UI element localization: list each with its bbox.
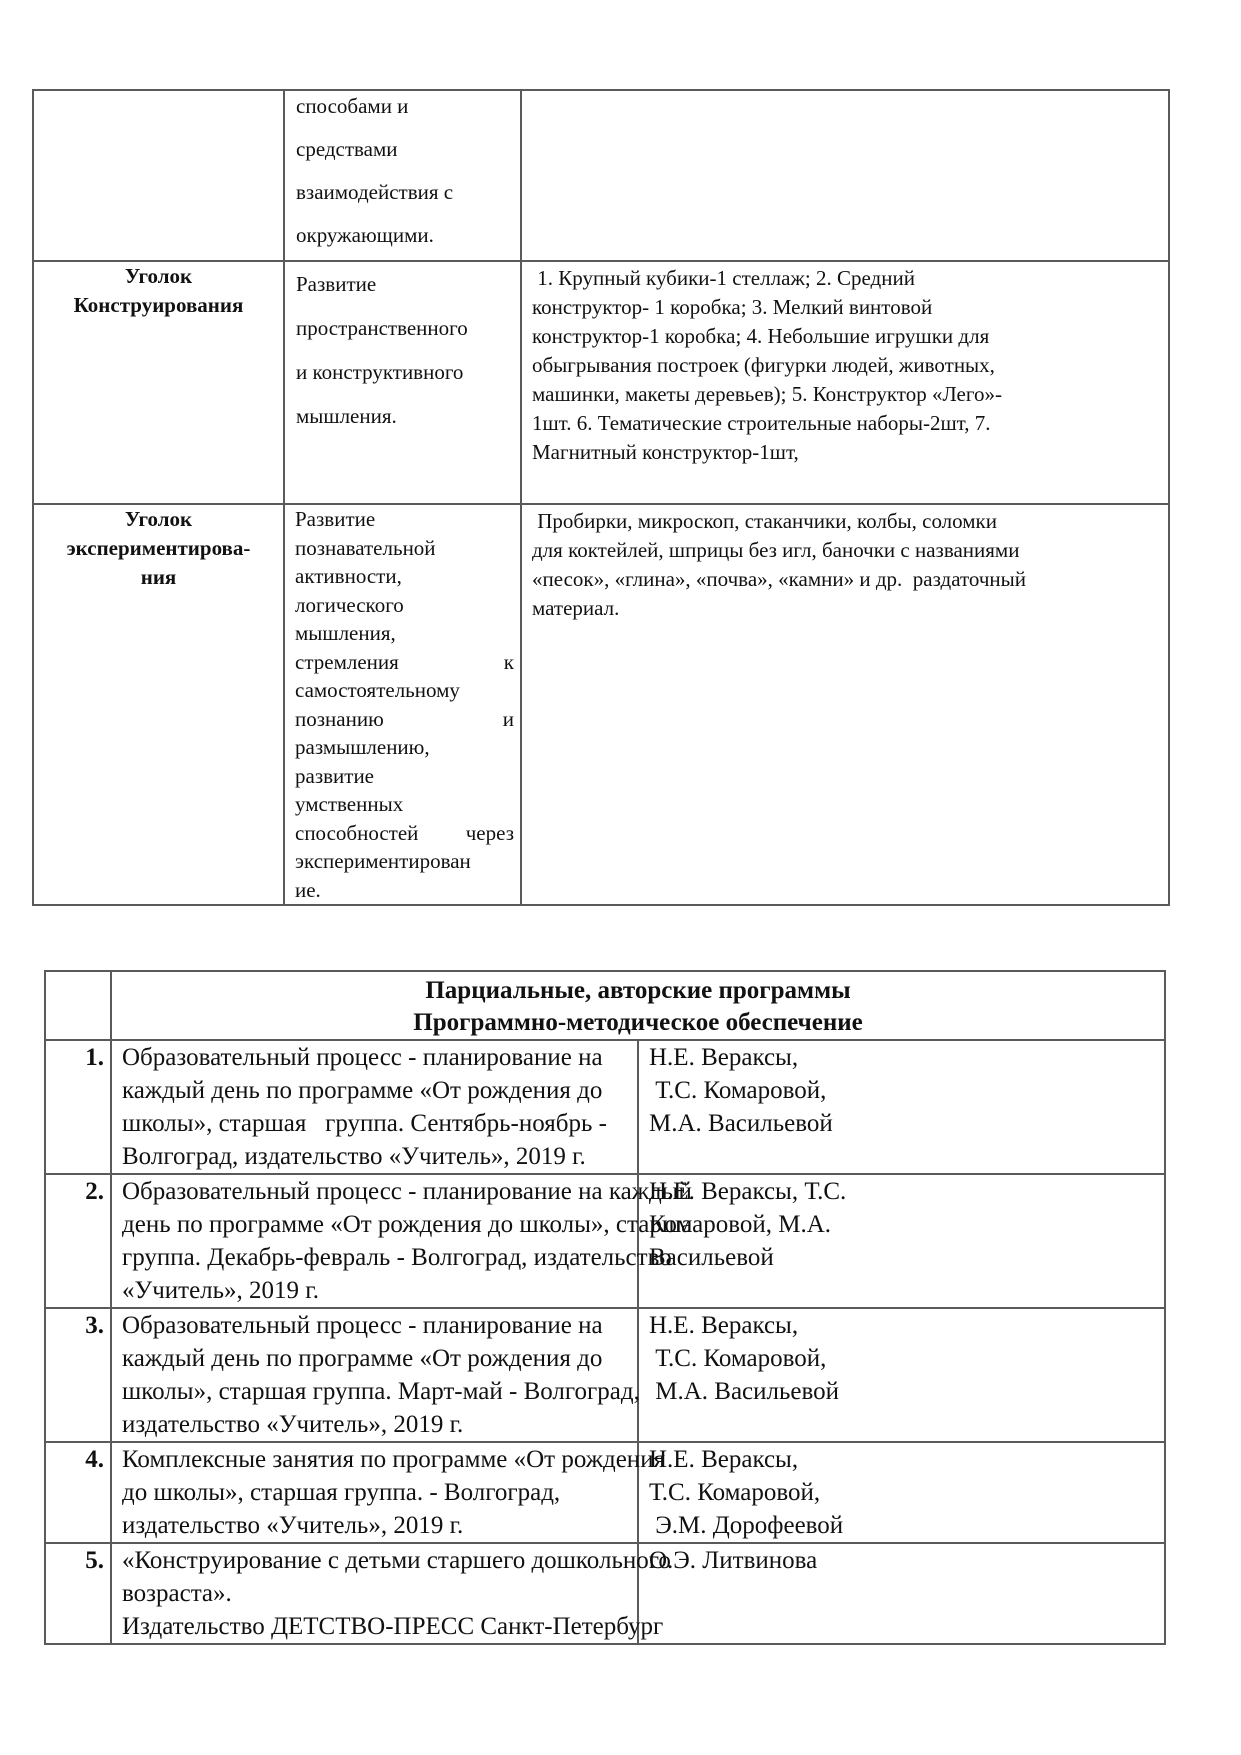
program-description — [111, 1442, 666, 1543]
row-number: 5. — [45, 1543, 111, 1644]
table-header-line: Программно-методическое обеспечение — [413, 1009, 863, 1036]
purpose-line: способностей через — [295, 820, 514, 845]
description-line: издательство «Учитель», 2019 г. — [122, 1512, 464, 1539]
table-row — [33, 504, 1169, 905]
purpose-line: способами и — [296, 94, 409, 118]
description-line: Образовательный процесс - планирование на — [122, 1044, 603, 1071]
purpose-line: Развитие — [296, 272, 377, 296]
corner-name-cell — [33, 261, 284, 504]
purpose-cell — [284, 504, 521, 905]
program-description — [111, 1040, 638, 1174]
description-line: «Учитель», 2019 г. — [122, 1277, 319, 1304]
equipment-line: материал. — [532, 596, 620, 620]
number-header-cell — [45, 971, 111, 1040]
equipment-line: для коктейлей, шприцы без игл, баночки с названиями — [532, 538, 1020, 562]
corner-name-cell — [33, 504, 284, 905]
author-line: Н.Е. Вераксы, — [649, 1312, 799, 1339]
author-line: Васильевой — [649, 1244, 774, 1271]
author-line: Э.М. Дорофеевой — [649, 1512, 844, 1539]
purpose-line: мышления. — [296, 404, 397, 428]
program-description — [111, 1543, 671, 1644]
purpose-line: экспериментирован — [295, 849, 471, 873]
table-header-line: Парциальные, авторские программы — [425, 977, 851, 1004]
author-line: М.А. Васильевой — [649, 1378, 840, 1405]
purpose-line: стремления к — [295, 649, 514, 674]
purpose-line: логического — [295, 592, 404, 617]
author-line: Н.Е. Вераксы, Т.С. — [649, 1178, 847, 1205]
program-description — [111, 1308, 638, 1442]
purpose-line: познавательной — [295, 535, 436, 560]
row-number: 1. — [45, 1040, 111, 1174]
purpose-line: ие. — [295, 877, 321, 902]
purpose-line: и конструктивного — [296, 360, 464, 384]
table-row — [45, 1040, 1165, 1174]
description-line: Образовательный процесс - планирование на каждый — [122, 1178, 692, 1205]
equipment-line: Магнитный конструктор-1шт, — [532, 440, 799, 464]
table-row — [33, 90, 1169, 261]
equipment-line: 1шт. 6. Тематические строительные наборы-2шт, 7. — [532, 411, 991, 435]
author-line: Т.С. Комаровой, — [649, 1345, 827, 1372]
purpose-line: активности, — [295, 564, 402, 588]
programs-table — [44, 970, 1166, 1645]
purpose-line: пространственного — [296, 316, 468, 340]
purpose-line: умственных — [295, 792, 404, 816]
corner-name-line: экспериментирова- — [66, 536, 251, 560]
purpose-cell — [284, 261, 521, 504]
description-line: возраста». — [122, 1580, 232, 1607]
equipment-line: обыгрывания построек (фигурки людей, животных, — [532, 353, 995, 377]
corner-name-line: Конструирования — [73, 293, 244, 317]
description-line: школы», старшая группа. Март-май - Волгоград, — [122, 1378, 640, 1405]
author-line: Т.С. Комаровой, — [649, 1479, 821, 1506]
purpose-line: Развитие — [295, 507, 376, 531]
description-line: Волгоград, издательство «Учитель», 2019 г. — [122, 1143, 586, 1170]
row-number: 3. — [45, 1308, 111, 1442]
purpose-line: самостоятельному — [295, 678, 460, 702]
program-authors — [638, 1442, 1165, 1543]
table-row — [45, 1174, 1165, 1308]
corner-name-line: Уголок — [124, 264, 193, 288]
equipment-cell — [521, 90, 1169, 261]
purpose-line: мышления, — [295, 621, 396, 645]
author-line: Т.С. Комаровой, — [649, 1077, 827, 1104]
author-line: Н.Е. Вераксы, — [649, 1446, 799, 1473]
author-line: О.Э. Литвинова — [649, 1547, 818, 1574]
table-row — [45, 1543, 1165, 1644]
purpose-cell — [284, 90, 521, 261]
corners-table — [32, 89, 1170, 906]
program-authors — [638, 1543, 1165, 1644]
row-number: 2. — [45, 1174, 111, 1308]
equipment-line: машинки, макеты деревьев); 5. Конструктор «Лего»- — [532, 382, 1002, 406]
description-line: день по программе «От рождения до школы», старша — [122, 1211, 693, 1238]
description-line: издательство «Учитель», 2019 г. — [122, 1411, 464, 1438]
program-authors — [638, 1040, 1165, 1174]
equipment-line: «песок», «глина», «почва», «камни» и др. раздаточный — [532, 567, 1026, 591]
table-header-cell — [111, 971, 1165, 1040]
purpose-line: взаимодействия с — [296, 180, 454, 204]
row-number: 4. — [45, 1442, 111, 1543]
purpose-line: развитие — [295, 763, 375, 788]
description-line: Издательство ДЕТСТВО-ПРЕСС Санкт-Петербург — [122, 1613, 664, 1640]
table-row — [33, 261, 1169, 504]
description-line: до школы», старшая группа. - Волгоград, — [122, 1479, 561, 1506]
table-row — [45, 1308, 1165, 1442]
author-line: Комаровой, М.А. — [649, 1211, 831, 1238]
equipment-line: 1. Крупный кубики-1 стеллаж; 2. Средний — [532, 266, 915, 290]
description-line: каждый день по программе «От рождения до — [122, 1077, 603, 1104]
description-line: «Конструирование с детьми старшего дошкольного — [122, 1547, 671, 1574]
table-header-row — [45, 971, 1165, 1040]
corner-name-cell — [33, 90, 284, 261]
table-row — [45, 1442, 1165, 1543]
purpose-line: познанию и — [295, 706, 514, 731]
description-line: Образовательный процесс - планирование на — [122, 1312, 603, 1339]
description-line: школы», старшая группа. Сентябрь-ноябрь - — [122, 1110, 607, 1137]
program-authors — [638, 1174, 1165, 1308]
purpose-line: размышлению, — [295, 735, 430, 759]
purpose-line: средствами — [296, 137, 398, 161]
description-line: группа. Декабрь-февраль - Волгоград, издательство — [122, 1244, 672, 1271]
equipment-cell — [521, 504, 1169, 905]
corner-name-line: Уголок — [124, 507, 193, 531]
purpose-line: окружающими. — [296, 223, 434, 247]
program-authors — [638, 1308, 1165, 1442]
author-line: М.А. Васильевой — [649, 1110, 833, 1137]
corner-name-line: ния — [140, 565, 177, 589]
equipment-cell — [521, 261, 1169, 504]
equipment-line: конструктор- 1 коробка; 3. Мелкий винтовой — [532, 295, 933, 319]
equipment-line: конструктор-1 коробка; 4. Небольшие игрушки для — [532, 324, 990, 348]
equipment-line: Пробирки, микроскоп, стаканчики, колбы, соломки — [532, 509, 997, 533]
description-line: Комплексные занятия по программе «От рождения — [122, 1446, 666, 1473]
description-line: каждый день по программе «От рождения до — [122, 1345, 603, 1372]
program-description — [111, 1174, 693, 1308]
author-line: Н.Е. Вераксы, — [649, 1044, 799, 1071]
